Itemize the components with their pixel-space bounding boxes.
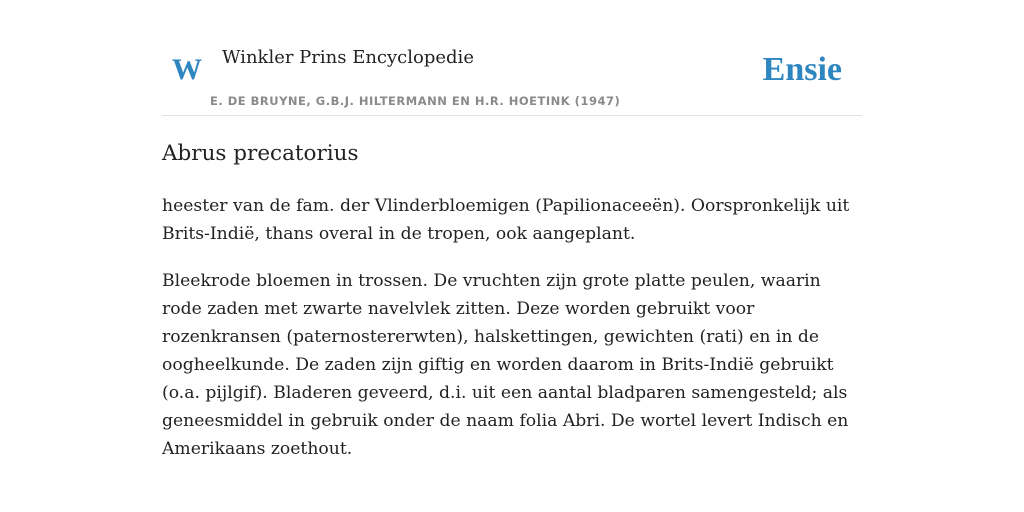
article-body	[162, 192, 862, 482]
header	[162, 0, 862, 116]
publication-logo[interactable]: W	[172, 53, 202, 86]
page	[162, 0, 862, 459]
publication-authors: E. DE BRUYNE, G.B.J. HILTERMANN EN H.R. HOETINK (1947)	[210, 94, 621, 108]
publication-title[interactable]: Winkler Prins Encyclopedie	[222, 47, 474, 68]
brand-logo[interactable]: Ensie	[762, 51, 842, 88]
article-paragraph: heester van de fam. der Vlinderbloemigen (Papilionaceeën). Oorspronkelijk uit Brits-Indië, thans overal in de tropen, ook aangeplant.	[162, 196, 850, 244]
article-paragraph: Bleekrode bloemen in trossen. De vruchten zijn grote platte peulen, waarin rode zaden met zwarte navelvlek zitten. Deze worden gebruikt voor rozenkransen (paternostererwten), halskettingen, gewichten (rati) en in de oogheelkunde. De zaden zijn giftig en worden daarom in Brits-Indië gebruikt (o.a. pijlgif). Bladeren geveerd, d.i. uit een aantal bladparen samengesteld; als geneesmiddel in gebruik onder de naam folia Abri. De wortel levert Indisch en Amerikaans zoethout.	[162, 271, 849, 459]
article-title: Abrus precatorius	[162, 141, 359, 166]
